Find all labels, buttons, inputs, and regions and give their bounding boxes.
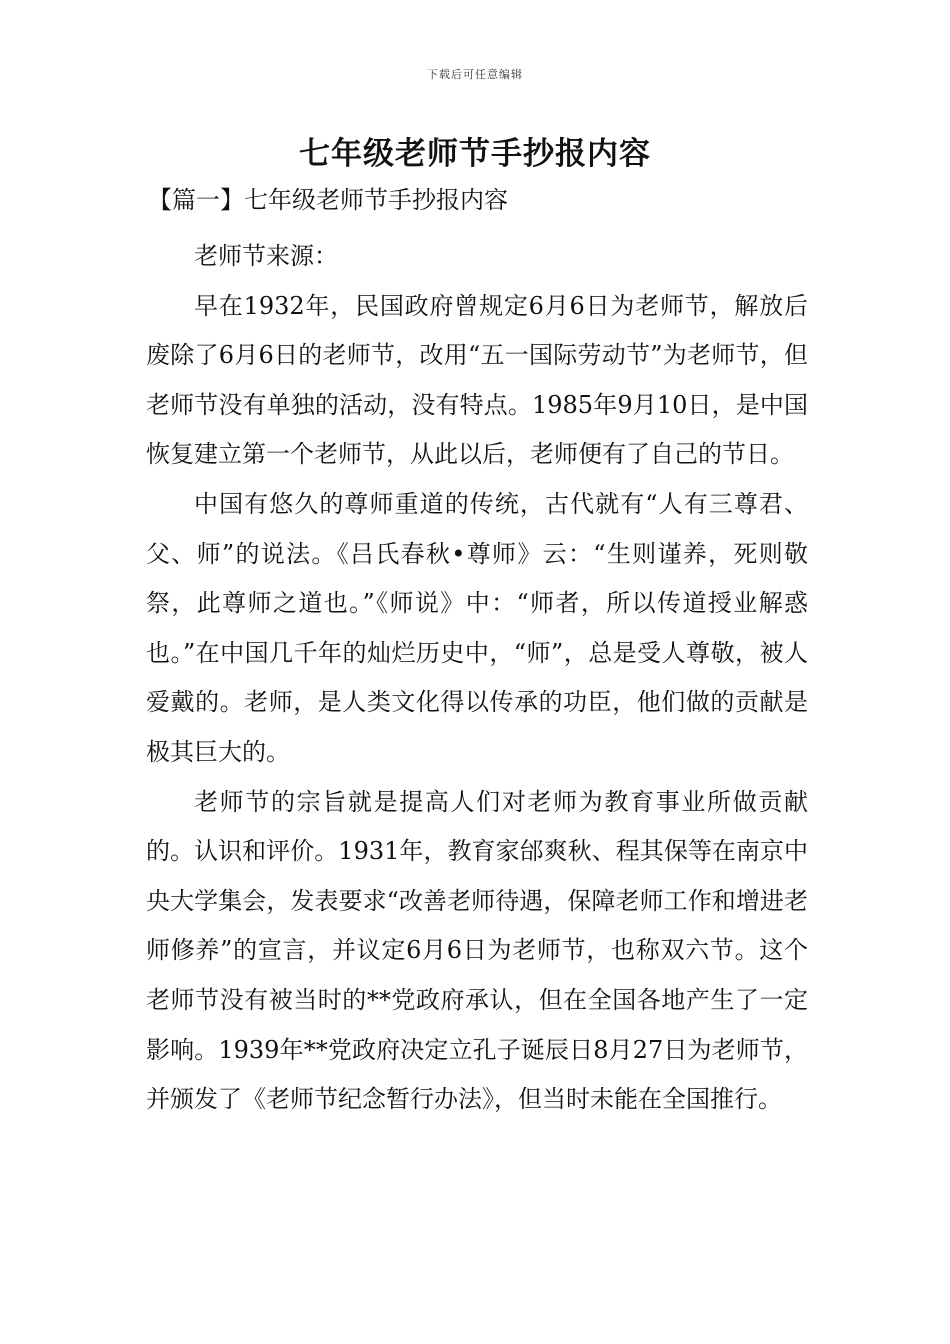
- paragraph: 早在1932年，民国政府曾规定6月6日为老师节，解放后废除了6月6日的老师节，改用“五一国际劳动节”为老师节，但老师节没有单独的活动，没有特点。1985年9月10日，是中国恢复建立第一个老师节，从此以后，老师便有了自己的节日。: [146, 291, 808, 469]
- paragraph: 中国有悠久的尊师重道的传统，古代就有“人有三尊君、父、师”的说法。《吕氏春秋•尊师》云：“生则谨养，死则敬祭，此尊师之道也。”《师说》中：“师者，所以传道授业解惑也。”在中国几千年的灿烂历史中，“师”，总是受人尊敬，被人爱戴的。老师，是人类文化得以传承的功臣，他们做的贡献是极其巨大的。: [146, 489, 808, 766]
- paragraph: 老师节来源：: [194, 242, 338, 270]
- paragraph: 老师节的宗旨就是提高人们对老师为教育事业所做贡献的。认识和评价。1931年，教育家邰爽秋、程其保等在南京中央大学集会，发表要求“改善老师待遇，保障老师工作和增进老师修养”的宣言，并议定6月6日为老师节，也称双六节。这个老师节没有被当时的**党政府承认，但在全国各地产生了一定影响。1939年**党政府决定立孔子诞辰日8月27日为老师节，并颁发了《老师节纪念暂行办法》，但当时未能在全国推行。: [146, 787, 808, 1114]
- document-title: 七年级老师节手抄报内容: [299, 136, 651, 172]
- header-note: 下载后可任意编辑: [427, 68, 523, 81]
- document-body: [146, 232, 808, 1125]
- section-heading: 【篇一】七年级老师节手抄报内容: [148, 186, 508, 214]
